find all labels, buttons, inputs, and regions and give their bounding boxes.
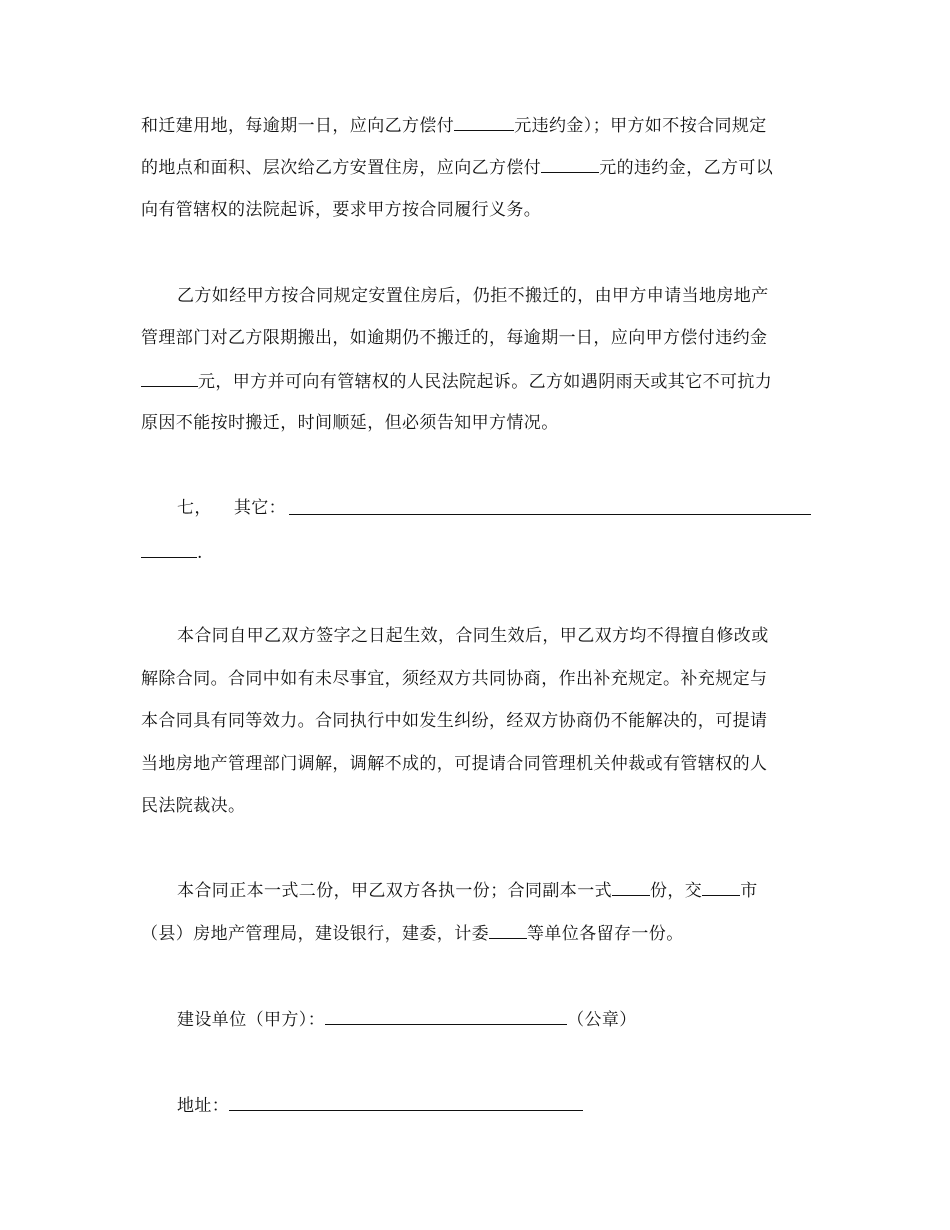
text: 原因不能按时搬迁，时间顺延，但必须告知甲方情况。	[141, 413, 559, 433]
paragraph-4-line-3	[141, 710, 767, 732]
section-number: 七，	[177, 498, 212, 518]
text: 元的违约金，乙方可以	[599, 158, 774, 178]
paragraph-5-line-2	[141, 922, 684, 945]
text: 民法院裁决。	[141, 796, 246, 816]
party-a-line	[177, 1008, 637, 1031]
paragraph-2-line-4	[141, 412, 559, 434]
paragraph-1-line-1	[141, 114, 767, 137]
address-field[interactable]	[229, 1094, 583, 1111]
text: （县）房地产管理局，建设银行，建委，计委	[141, 924, 489, 944]
text: 管理部门对乙方限期搬出，如逾期仍不搬迁的，每逾期一日，应向甲方偿付违约金	[141, 328, 768, 348]
paragraph-2-line-2	[141, 327, 767, 349]
party-a-seal-label: （公章）	[567, 1010, 637, 1030]
paragraph-4-line-2	[141, 668, 767, 690]
copies-blank[interactable]	[612, 879, 650, 896]
section-label: 其它：	[233, 498, 287, 518]
text: 本合同正本一式二份，甲乙双方各执一份；合同副本一式	[177, 881, 612, 901]
text: 的地点和面积、层次给乙方安置住房，应向乙方偿付	[141, 158, 542, 178]
text: 和迁建用地，每逾期一日，应向乙方偿付	[141, 116, 455, 136]
amount-blank[interactable]	[541, 156, 599, 173]
paragraph-1-line-2	[141, 156, 773, 179]
paragraph-4-line-5	[141, 795, 245, 817]
other-terms-blank-line[interactable]	[289, 514, 811, 515]
text: 等单位各留存一份。	[527, 924, 684, 944]
text: 份，交	[650, 881, 703, 901]
amount-blank[interactable]	[454, 114, 514, 131]
party-a-label: 建设单位（甲方）：	[177, 1010, 326, 1030]
address-line	[177, 1094, 583, 1117]
paragraph-2-line-1	[177, 285, 769, 307]
paragraph-4-line-4	[141, 753, 767, 775]
text: 向有管辖权的法院起诉，要求甲方按合同履行义务。	[141, 200, 542, 220]
text: 元，甲方并可向有管辖权的人民法院起诉。乙方如遇阴雨天或其它不可抗力	[198, 372, 773, 392]
paragraph-1-line-3	[141, 199, 541, 221]
other-terms-blank-end[interactable]	[141, 541, 197, 558]
text: 当地房地产管理部门调解，调解不成的，可提请合同管理机关仲裁或有管辖权的人	[141, 754, 768, 774]
units-blank[interactable]	[489, 922, 527, 939]
section-7-heading	[177, 497, 286, 519]
paragraph-4-line-1	[177, 625, 769, 647]
text: 元违约金）；甲方如不按合同规定	[514, 116, 767, 136]
paragraph-5-line-1	[177, 879, 758, 902]
text: 市	[740, 881, 758, 901]
text: .	[197, 543, 203, 563]
text: 解除合同。合同中如有未尽事宜，须经双方共同协商，作出补充规定。补充规定与	[141, 669, 768, 689]
party-a-signature-field[interactable]	[325, 1008, 567, 1025]
section-7-line-2	[141, 541, 203, 564]
city-blank[interactable]	[702, 879, 740, 896]
paragraph-2-line-3	[141, 370, 772, 393]
amount-blank[interactable]	[141, 370, 198, 387]
text: 乙方如经甲方按合同规定安置住房后，仍拒不搬迁的，由甲方申请当地房地产	[177, 286, 769, 306]
text: 本合同自甲乙双方签字之日起生效，合同生效后，甲乙双方均不得擅自修改或	[177, 626, 769, 646]
text: 本合同具有同等效力。合同执行中如发生纠纷，经双方协商仍不能解决的，可提请	[141, 711, 768, 731]
address-label: 地址：	[177, 1096, 230, 1116]
